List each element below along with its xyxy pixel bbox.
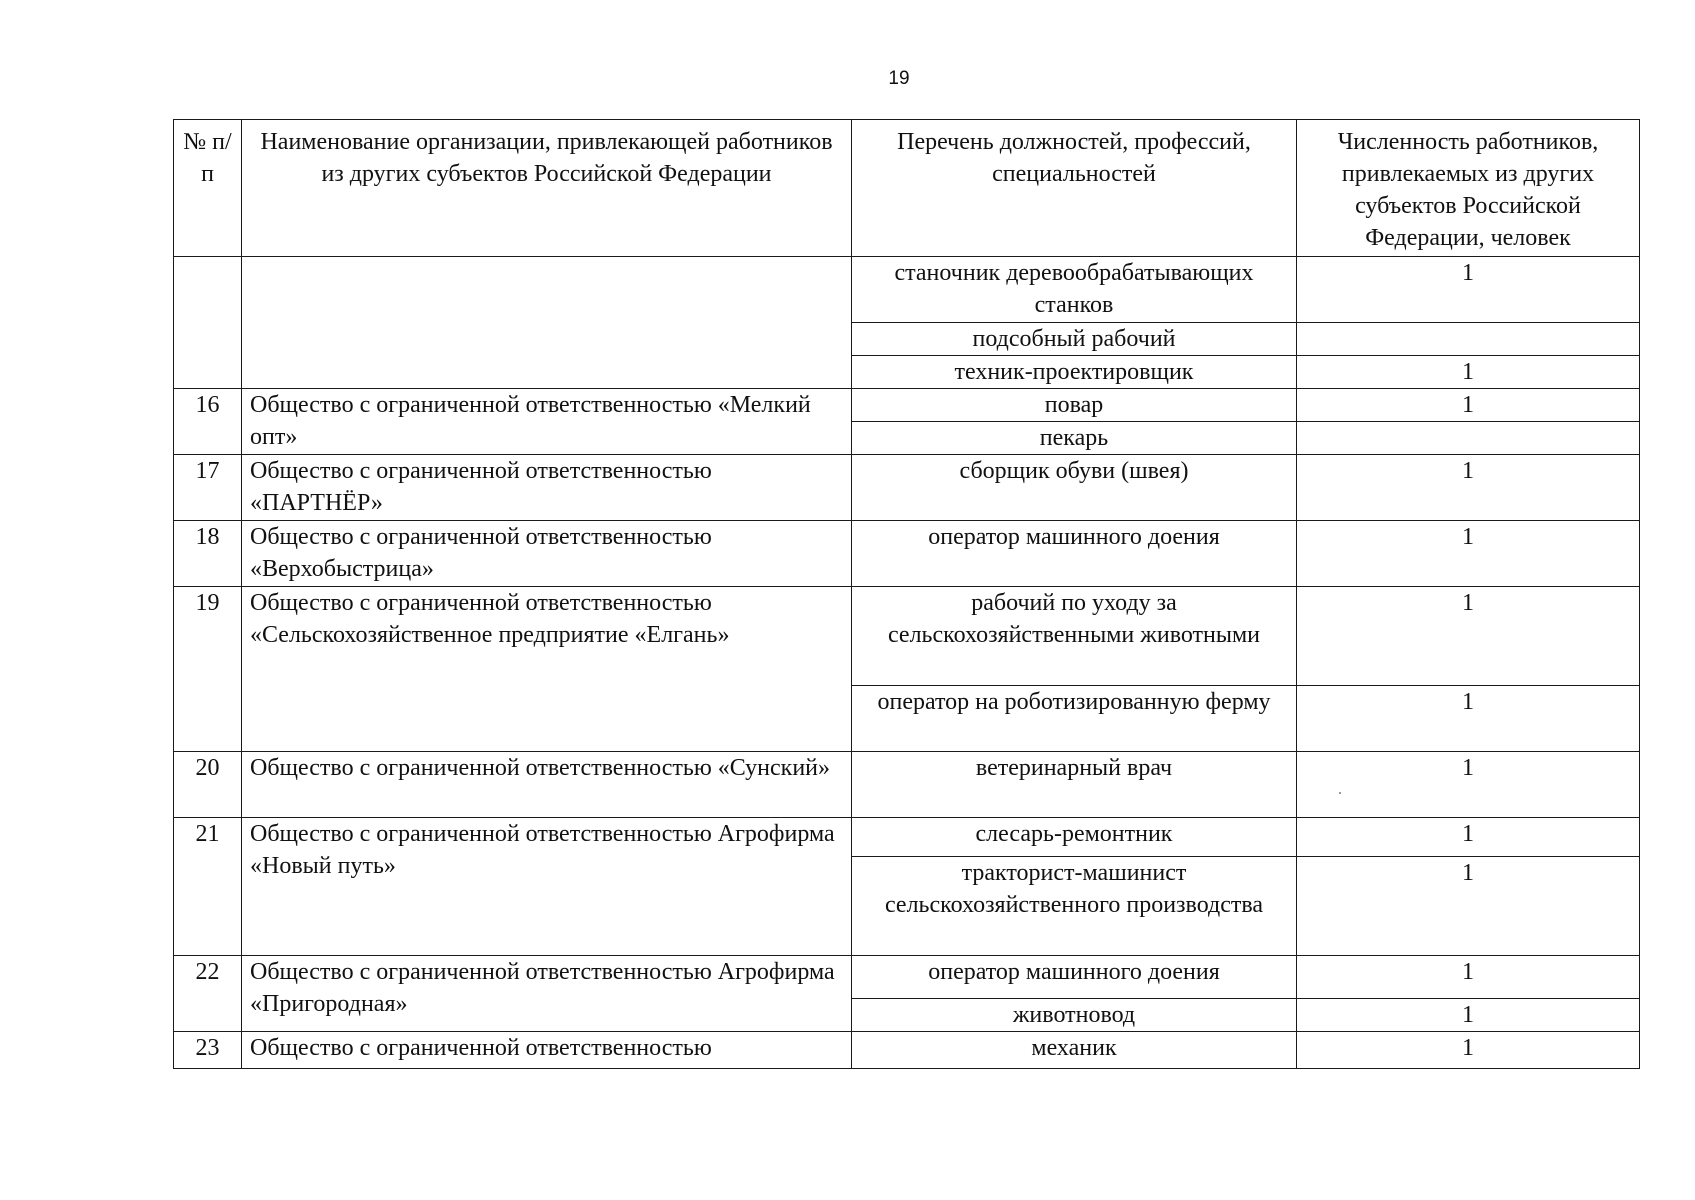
count-cell: 1 [1297,389,1640,422]
row-number [174,257,242,389]
row-number: 20 [174,752,242,818]
table-row [174,587,1640,686]
position-cell: слесарь-ремонтник [852,818,1297,857]
page-number: 19 [888,68,910,89]
position-cell: тракторист-машинист сельскохозяйственного производства [852,857,1297,956]
position-cell: подсобный рабочий [852,323,1297,356]
position-cell: станочник деревообрабатывающих станков [852,257,1297,323]
position-cell: оператор на роботизированную ферму [852,686,1297,752]
organization-name: Общество с ограниченной ответственностью «Мелкий опт» [242,389,852,455]
count-cell: 1 [1297,818,1640,857]
count-cell: 1 [1297,686,1640,752]
header-organization: Наименование организации, привлекающей работников из других субъектов Российской Федерации [242,120,852,257]
count-cell [1297,422,1640,455]
position-cell: ветеринарный врач [852,752,1297,818]
table-row [174,1032,1640,1069]
position-cell: оператор машинного доения [852,521,1297,587]
position-cell: повар [852,389,1297,422]
table-row [174,956,1640,999]
row-number: 16 [174,389,242,455]
organization-name: Общество с ограниченной ответственностью «Сельскохозяйственное предприятие «Елгань» [242,587,852,752]
position-cell: рабочий по уходу за сельскохозяйственными животными [852,587,1297,686]
organization-name: Общество с ограниченной ответственностью «Верхобыстрица» [242,521,852,587]
count-cell: 1 [1297,956,1640,999]
count-cell: 1 [1297,999,1640,1032]
position-cell: механик [852,1032,1297,1069]
row-number: 23 [174,1032,242,1069]
table-row [174,752,1640,818]
table-row [174,818,1640,857]
scan-speck [1339,792,1341,794]
organization-name [242,257,852,389]
count-cell [1297,323,1640,356]
count-cell: 1 [1297,356,1640,389]
organization-name: Общество с ограниченной ответственностью Агрофирма «Новый путь» [242,818,852,956]
count-cell: 1 [1297,257,1640,323]
row-number: 18 [174,521,242,587]
table-row [174,455,1640,521]
position-cell: пекарь [852,422,1297,455]
count-cell: 1 [1297,752,1640,818]
row-number: 19 [174,587,242,752]
row-number: 21 [174,818,242,956]
table-row [174,389,1640,422]
organization-name: Общество с ограниченной ответственностью [242,1032,852,1069]
organization-name: Общество с ограниченной ответственностью «Сунский» [242,752,852,818]
row-number: 17 [174,455,242,521]
count-cell: 1 [1297,587,1640,686]
header-count: Численность работников, привлекаемых из других субъектов Российской Федерации, человек [1297,120,1640,257]
position-cell: животновод [852,999,1297,1032]
table-header-row [174,120,1640,257]
position-cell: сборщик обуви (швея) [852,455,1297,521]
table-row [174,257,1640,323]
table-row [174,521,1640,587]
positions-table [173,119,1640,1069]
organization-name: Общество с ограниченной ответственностью Агрофирма «Пригородная» [242,956,852,1032]
row-number: 22 [174,956,242,1032]
count-cell: 1 [1297,1032,1640,1069]
header-positions: Перечень должностей, профессий, специальностей [852,120,1297,257]
organization-name: Общество с ограниченной ответственностью «ПАРТНЁР» [242,455,852,521]
count-cell: 1 [1297,455,1640,521]
position-cell: оператор машинного доения [852,956,1297,999]
count-cell: 1 [1297,857,1640,956]
count-cell: 1 [1297,521,1640,587]
header-num: № п/п [174,120,242,257]
position-cell: техник-проектировщик [852,356,1297,389]
